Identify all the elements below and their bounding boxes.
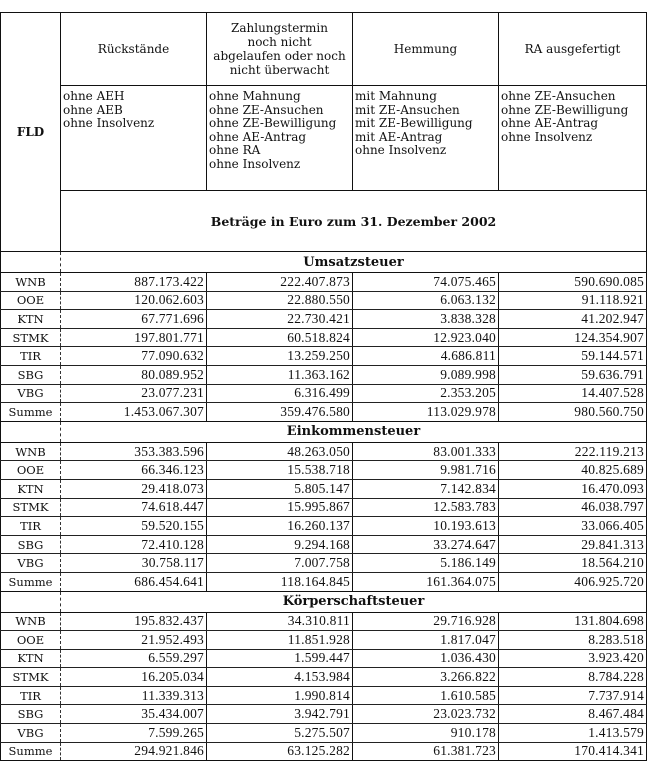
criterion: mit ZE-Bewilligung [355,116,473,130]
fld-cell: TIR [1,686,61,705]
value-ra-ausgefertigt: 16.470.093 [499,479,647,498]
fld-cell: VBG [1,724,61,743]
blank-cell [1,421,61,442]
value-zahlungstermin: 359.476.580 [207,403,353,422]
value-rueckstaende: 6.559.297 [61,649,207,668]
value-rueckstaende: 11.339.313 [61,686,207,705]
title-line: abgelaufen oder noch [213,49,346,63]
value-hemmung: 1.036.430 [353,649,499,668]
criterion: mit Mahnung [355,89,437,103]
table-row [1,742,647,761]
period-label: Beträge in Euro zum 31. Dezember 2002 [61,191,647,252]
value-hemmung: 4.686.811 [353,347,499,366]
blank-cell [1,252,61,273]
value-ra-ausgefertigt: 18.564.210 [499,554,647,573]
fld-cell: VBG [1,554,61,573]
value-rueckstaende: 1.453.067.307 [61,403,207,422]
title-line: nicht überwacht [229,63,330,77]
value-rueckstaende: 7.599.265 [61,724,207,743]
criterion: ohne ZE-Bewilligung [209,116,337,130]
value-rueckstaende: 294.921.846 [61,742,207,761]
criterion: ohne Insolvenz [355,143,447,157]
fld-cell: KTN [1,649,61,668]
criterion: ohne ZE-Bewilligung [501,102,629,117]
section-title: Körperschaftsteuer [61,591,647,612]
value-zahlungstermin: 15.995.867 [207,498,353,517]
value-ra-ausgefertigt: 8.467.484 [499,705,647,724]
value-rueckstaende: 35.434.007 [61,705,207,724]
value-rueckstaende: 77.090.632 [61,347,207,366]
value-ra-ausgefertigt: 406.925.720 [499,572,647,591]
fld-cell: OOE [1,461,61,480]
column-title-row [1,13,647,86]
blank-cell [1,591,61,612]
fld-cell: Summe [1,742,61,761]
value-zahlungstermin: 48.263.050 [207,442,353,461]
value-hemmung: 7.142.834 [353,479,499,498]
value-ra-ausgefertigt: 29.841.313 [499,535,647,554]
section-header-row [1,421,647,442]
table-row [1,554,647,573]
value-zahlungstermin: 118.164.845 [207,572,353,591]
value-ra-ausgefertigt: 91.118.921 [499,291,647,310]
value-hemmung: 23.023.732 [353,705,499,724]
criterion: ohne AE-Antrag [209,129,307,144]
value-rueckstaende: 74.618.447 [61,498,207,517]
value-ra-ausgefertigt: 222.119.213 [499,442,647,461]
table-row [1,668,647,687]
fld-cell: SBG [1,535,61,554]
criterion: ohne AEH [63,89,125,103]
table-row [1,442,647,461]
value-zahlungstermin: 5.275.507 [207,724,353,743]
value-rueckstaende: 21.952.493 [61,631,207,650]
value-ra-ausgefertigt: 33.066.405 [499,517,647,536]
value-ra-ausgefertigt: 170.414.341 [499,742,647,761]
table-row [1,365,647,384]
criterion: ohne AE-Antrag [501,116,599,130]
section-title: Umsatzsteuer [61,252,647,273]
fld-cell: STMK [1,668,61,687]
value-ra-ausgefertigt: 59.144.571 [499,347,647,366]
value-zahlungstermin: 63.125.282 [207,742,353,761]
table-row [1,328,647,347]
title-line: noch nicht [247,35,312,49]
table-row [1,631,647,650]
fld-cell: STMK [1,328,61,347]
table-row [1,517,647,536]
value-ra-ausgefertigt: 8.784.228 [499,668,647,687]
value-hemmung: 61.381.723 [353,742,499,761]
value-zahlungstermin: 11.851.928 [207,631,353,650]
criterion: ohne RA [209,143,261,157]
value-zahlungstermin: 16.260.137 [207,517,353,536]
value-hemmung: 2.353.205 [353,384,499,403]
value-ra-ausgefertigt: 590.690.085 [499,273,647,292]
fld-cell: Summe [1,572,61,591]
value-zahlungstermin: 5.805.147 [207,479,353,498]
value-hemmung: 3.266.822 [353,668,499,687]
criterion: ohne Insolvenz [501,129,593,144]
criterion: mit AE-Antrag [355,129,443,144]
column-title-ra-ausgefertigt: RA ausgefertigt [499,13,647,86]
value-hemmung: 83.001.333 [353,442,499,461]
value-zahlungstermin: 222.407.873 [207,273,353,292]
value-rueckstaende: 72.410.128 [61,535,207,554]
value-rueckstaende: 59.520.155 [61,517,207,536]
table-row [1,649,647,668]
value-rueckstaende: 120.062.603 [61,291,207,310]
column-title-hemmung: Hemmung [353,13,499,86]
value-hemmung: 910.178 [353,724,499,743]
fld-cell: KTN [1,310,61,329]
value-zahlungstermin: 7.007.758 [207,554,353,573]
value-rueckstaende: 30.758.117 [61,554,207,573]
criteria-ra-ausgefertigt [499,86,647,191]
title-line: Zahlungstermin [231,21,328,35]
value-ra-ausgefertigt: 14.407.528 [499,384,647,403]
table-row [1,384,647,403]
value-rueckstaende: 16.205.034 [61,668,207,687]
fld-cell: OOE [1,631,61,650]
criterion: mit ZE-Ansuchen [355,102,460,117]
fld-cell: STMK [1,498,61,517]
value-zahlungstermin: 11.363.162 [207,365,353,384]
value-hemmung: 5.186.149 [353,554,499,573]
value-rueckstaende: 197.801.771 [61,328,207,347]
value-zahlungstermin: 4.153.984 [207,668,353,687]
section-header-row [1,252,647,273]
value-hemmung: 74.075.465 [353,273,499,292]
table-row [1,479,647,498]
value-rueckstaende: 66.346.123 [61,461,207,480]
value-rueckstaende: 67.771.696 [61,310,207,329]
fld-cell: KTN [1,479,61,498]
fld-header: FLD [1,13,61,252]
value-rueckstaende: 29.418.073 [61,479,207,498]
criterion: ohne AEB [63,102,123,117]
value-rueckstaende: 195.832.437 [61,612,207,631]
criterion: ohne Insolvenz [209,156,301,171]
criteria-row [1,86,647,191]
fld-cell: TIR [1,517,61,536]
value-hemmung: 12.583.783 [353,498,499,517]
value-hemmung: 29.716.928 [353,612,499,631]
value-hemmung: 1.817.047 [353,631,499,650]
criterion: ohne Insolvenz [63,116,155,130]
document-page [0,12,646,761]
value-hemmung: 12.923.040 [353,328,499,347]
value-zahlungstermin: 9.294.168 [207,535,353,554]
fld-cell: WNB [1,442,61,461]
table-row [1,461,647,480]
fld-cell: Summe [1,403,61,422]
period-row [1,191,647,252]
value-rueckstaende: 80.089.952 [61,365,207,384]
value-rueckstaende: 353.383.596 [61,442,207,461]
table-row [1,612,647,631]
fld-cell: OOE [1,291,61,310]
value-zahlungstermin: 34.310.811 [207,612,353,631]
table-row [1,535,647,554]
value-hemmung: 3.838.328 [353,310,499,329]
value-zahlungstermin: 60.518.824 [207,328,353,347]
value-hemmung: 10.193.613 [353,517,499,536]
value-zahlungstermin: 6.316.499 [207,384,353,403]
table-row [1,347,647,366]
value-ra-ausgefertigt: 41.202.947 [499,310,647,329]
value-zahlungstermin: 15.538.718 [207,461,353,480]
criterion: ohne ZE-Ansuchen [501,89,616,103]
fld-cell: WNB [1,612,61,631]
table-row [1,291,647,310]
section-header-row [1,591,647,612]
value-zahlungstermin: 1.990.814 [207,686,353,705]
value-hemmung: 9.089.998 [353,365,499,384]
value-ra-ausgefertigt: 124.354.907 [499,328,647,347]
value-rueckstaende: 887.173.422 [61,273,207,292]
fld-cell: WNB [1,273,61,292]
table-row [1,273,647,292]
value-rueckstaende: 23.077.231 [61,384,207,403]
fld-cell: SBG [1,705,61,724]
value-ra-ausgefertigt: 59.636.791 [499,365,647,384]
value-ra-ausgefertigt: 46.038.797 [499,498,647,517]
table-row [1,686,647,705]
value-ra-ausgefertigt: 8.283.518 [499,631,647,650]
value-zahlungstermin: 13.259.250 [207,347,353,366]
table-row [1,705,647,724]
value-zahlungstermin: 22.880.550 [207,291,353,310]
fld-cell: VBG [1,384,61,403]
value-ra-ausgefertigt: 7.737.914 [499,686,647,705]
criterion: ohne ZE-Ansuchen [209,102,324,117]
value-ra-ausgefertigt: 980.560.750 [499,403,647,422]
value-ra-ausgefertigt: 131.804.698 [499,612,647,631]
criteria-hemmung [353,86,499,191]
value-hemmung: 9.981.716 [353,461,499,480]
table-row [1,403,647,422]
value-zahlungstermin: 3.942.791 [207,705,353,724]
criteria-zahlungstermin [207,86,353,191]
tax-arrears-table [0,12,647,761]
table-row [1,310,647,329]
criteria-rueckstaende [61,86,207,191]
value-hemmung: 6.063.132 [353,291,499,310]
value-hemmung: 113.029.978 [353,403,499,422]
value-zahlungstermin: 22.730.421 [207,310,353,329]
value-zahlungstermin: 1.599.447 [207,649,353,668]
table-row [1,572,647,591]
value-hemmung: 1.610.585 [353,686,499,705]
table-row [1,498,647,517]
fld-cell: TIR [1,347,61,366]
value-ra-ausgefertigt: 1.413.579 [499,724,647,743]
value-ra-ausgefertigt: 40.825.689 [499,461,647,480]
fld-cell: SBG [1,365,61,384]
value-hemmung: 33.274.647 [353,535,499,554]
column-title-rueckstaende: Rückstände [61,13,207,86]
value-ra-ausgefertigt: 3.923.420 [499,649,647,668]
value-hemmung: 161.364.075 [353,572,499,591]
column-title-zahlungstermin [207,13,353,86]
table-row [1,724,647,743]
criterion: ohne Mahnung [209,89,301,103]
section-title: Einkommensteuer [61,421,647,442]
value-rueckstaende: 686.454.641 [61,572,207,591]
